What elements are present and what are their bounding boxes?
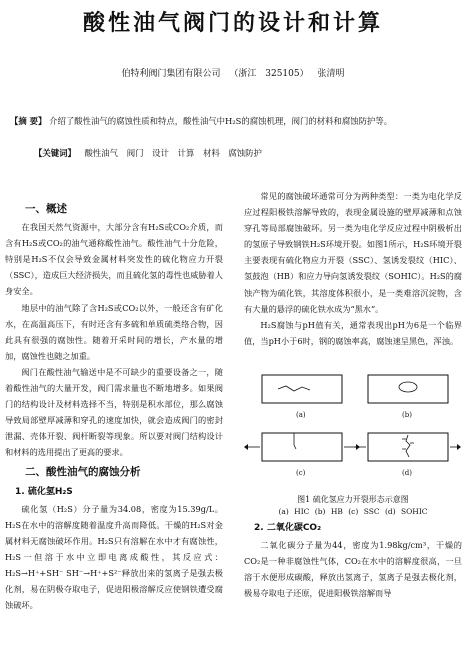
keywords-text: 酸性油气 阀门 设计 计算 材料 腐蚀防护 xyxy=(84,148,262,158)
hic-sketch xyxy=(262,375,342,403)
crack-diagram xyxy=(244,353,462,493)
subsection-heading-co2: 2. 二氧化碳CO₂ xyxy=(254,522,322,533)
paragraph: 硫化氢（H₂S）分子量为34.08，密度为15.39g/L。H₂S在水中的溶解度随着温度升高而降低。干燥的H₂S对金属材料无腐蚀破坏作用。H₂S只有溶解在水中才有腐蚀性，H₂S一但溶于水中立即电离成酸性，其反应式：H₂S→H⁺+SH⁻ SH⁻→H⁺+S²⁻释放出来的氢离子是强去极化剂，易在阴极夺取电子，促进阳极溶解反应使钢铁遭受腐蚀破坏。 xyxy=(5,503,223,611)
hb-sketch xyxy=(368,375,448,403)
figure-1 xyxy=(244,353,462,493)
paragraph: 在我国天然气资源中，大部分含有H₂S或CO₂介质，而含有H₂S或CO₂的油气通称酸性油气。酸性油气十分危险，特别是H₂S不仅会导致金属材料突发性的硫化物应力开裂（SSC），造成巨大经济损失，而且硫化氢的毒性也威胁着人身安全。 xyxy=(5,222,223,297)
fig-label-d: (d) xyxy=(402,468,412,477)
abstract-text: 介绍了酸性油气的腐蚀性质和特点，酸性油气中H₂S的腐蚀机理，阀门的材料和腐蚀防护等。 xyxy=(49,116,393,126)
paragraph: H₂S腐蚀与pH值有关，通常表现出pH为6是一个临界值，当pH小于6时，钢的腐蚀率高，腐蚀速呈黑色，浑浊。 xyxy=(244,319,462,346)
right-column xyxy=(244,188,462,601)
paragraph: 常见的腐蚀破坏通常可分为两种类型：一类为电化学反应过程阳极铁溶解导致的，表现金属设施的壁厚减薄和点蚀穿孔等局部腐蚀破坏。另一类为电化学反应过程中阴极析出的氢原子导致钢铁H₂S环境开裂。如图1所示，H₂S环境开裂主要表现有硫化物应力开裂（SSC）、氢诱发裂纹（HIC）、氢鼓泡（HB）和应力导向氢诱发裂纹（SOHIC）。H₂S的腐蚀产物为硫化铁，其溶度体积很小，是一类难溶沉淀物，含有大量的悬浮的硫化铁水成为“黑水”。 xyxy=(244,191,462,314)
keywords xyxy=(34,147,454,159)
fig-label-c: (c) xyxy=(296,468,306,477)
figure-caption: 图1 硫化氢应力开裂形态示意图 xyxy=(297,494,409,504)
subsection-heading-h2s: 1. 硫化氢H₂S xyxy=(15,486,73,497)
paper-title: 酸性油气阀门的设计和计算 xyxy=(82,11,383,36)
paragraph: 地层中的油气除了含H₂S或CO₂以外，一般还含有矿化水，在高温高压下，有时还含有多硫和单质硫类络合物，因此具有很强的腐蚀性。随着开采时间的增长，产水量的增加，腐蚀性也随之加重。 xyxy=(5,302,223,361)
abstract-label: 【摘 要】 xyxy=(10,116,47,126)
paragraph: 阀门在酸性油气输送中是不可缺少的重要设备之一，随着酸性油气的大量开发，阀门需求量也不断地增多。如果阀门的结构设计及材料选择不当，特别是积水部位，那么腐蚀导致局部壁厚减薄和穿孔的速度加快，就会造成阀门的密封泄漏、壳体开裂、阀杆断裂等现象。所以要对阀门结构设计和材料的选用提出了更高的要求。 xyxy=(5,366,223,458)
keywords-label: 【关键词】 xyxy=(34,148,76,158)
section-heading-1: 一、概述 xyxy=(25,203,67,215)
fig-label-b: (b) xyxy=(402,410,412,419)
left-column xyxy=(5,198,223,613)
figure-subcaption: (a) HIC (b) HB (c) SSC (d) SOHIC xyxy=(278,506,428,516)
abstract xyxy=(10,113,460,129)
sohic-sketch xyxy=(354,433,461,461)
ssc-sketch xyxy=(244,433,360,461)
fig-label-a: (a) xyxy=(296,410,306,419)
authors: 伯特利阀门集团有限公司 （浙江 325105） 张清明 xyxy=(121,69,345,79)
paragraph: 二氧化碳分子量为44，密度为1.98kg/cm³，干燥的CO₂是一种非腐蚀性气体，CO₂在水中的溶解度很高，一旦溶于水便形成碳酸，释放出氢离子，氢离子是强去极化剂，极易夺取电子还原，促进阳极铁溶解而导 xyxy=(244,540,462,599)
section-heading-2: 二、酸性油气的腐蚀分析 xyxy=(25,465,141,478)
